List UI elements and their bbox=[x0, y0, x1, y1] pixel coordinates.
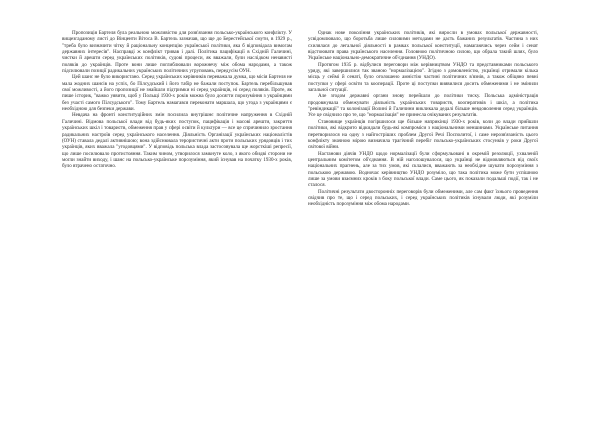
left-column bbox=[62, 30, 292, 408]
paragraph: Настанови діячів УНДО щодо нормалізації були сформульовані в окремій резолюції, ухваленій центральним комітетом об'єднання. В ній наголошувалося, що українці не відмовляються від своїх національних прагнень, але за тих умов, які склалися, вважають за необхідне шукати порозуміння з польською державою. Водночас керівництво УНДО розуміло, що така політика може бути успішною лише за умови взаємних кроків з боку польської влади. Саме цього, як показали подальші події, так і не сталося. bbox=[308, 150, 538, 189]
paragraph: Становище українців погіршилося ще більше наприкінці 1930-х років, коли до влади прийшли політики, які відкрито відкидали будь-які компроміси з національними меншинами. Українське питання перетворилося на одну з найгостріших проблем Другої Речі Посполитої, і саме нерозв'язаність цього конфлікту значною мірою визначила трагічний перебіг польсько-українських стосунків у роки Другої світової війни. bbox=[308, 118, 538, 151]
paragraph: Однак нове покоління українських політиків, які виросли в умовах польської державності, усвідомлювало, що боротьба лише силовими методами не дасть бажаних результатів. Частина з них схилялася до легальної діяльності в рамках польської конституції, намагаючись через сейм і сенат відстоювати права українського населення. Головною політичною силою, що обрала такий шлях, було Українське національно-демократичне об'єднання (УНДО). bbox=[308, 30, 538, 62]
paragraph: Але згодом державні органи знову перейшли до політики тиску. Польська адміністрація продовжувала обмежувати діяльність українських товариств, кооперативів і шкіл, а політика "ревіндикації" та колонізації Волині й Галичини викликала дедалі більше невдоволення серед українців. Усе це свідчило про те, що "нормалізація" не принесла очікуваних результатів. bbox=[308, 93, 538, 119]
paragraph: Цей шанс не було використано. Серед українських керівників переважала думка, що місія Бартеля не мала жодних шансів на успіх, бо Пілсудський і його табір не бажали поступок. Бартель перебільшував свої можливості, а його пропозиції не знайшли підтримки ні серед українців, ні серед поляків. Проте, як пише історик, "важко уявити, щоб у Польщі 1930-х років можна було досягти порозуміння з українцями без участі самого Пілсудського". Тому Бартель намагався переконати маршала, що угода з українцями є необхідною для безпеки держави. bbox=[62, 74, 292, 113]
paragraph: Протягом 1935 р. відбулися переговори між керівництвом УНДО та представниками польського уряду, які завершилися так званою "нормалізацією". Згідно з домовленістю, українці отримали кілька місць у сеймі й сенаті, було оголошено амністію частині політичних в'язнів, а також обіцяно певні поступки у сфері освіти та кооперації. Проте ці поступки виявилися досить обмеженими і не змінили загальної ситуації. bbox=[308, 61, 538, 94]
paragraph: Політичні результати двосторонніх переговорів були обмеженими, але сам факт їхнього проведення свідчив про те, що і серед польських, і серед українських політиків існували люди, які розуміли необхідність порозуміння між обома народами. bbox=[308, 188, 538, 208]
paragraph: Пропозиція Бартеля була реальною можливістю для розв'язання польсько-українського конфлікту. У вищезгаданому листі до Вінценти Вітоса В. Бартель зазначав, що ще до Берестейської смути, в 1929 р., "треба було визначити чітку й раціональну концепцію української політики, яка б відповідала вимогам державних інтересів". Насправді ж конфлікт тривав і далі. Політика пацифікації в Східній Галичині, чистки й арешти серед українських політиків, судові процеси, як вважали, були наслідком ненависті поляків до українців. Проте вони лише поглиблювали ворожнечу між обома народами, а також підсилювали позиції радикальних українських політичних угруповань, передусім ОУН. bbox=[62, 30, 292, 75]
paragraph: Невдача на фронті конституційних змін посилила внутрішнє політичне напруження в Східній Галичині. Відмова польської влади від будь-яких поступок, пацифікація і масові арешти, закриття українських шкіл і товариств, обмеження прав у сфері освіти й культури — все це спричинило зростання радикальних настроїв серед українського населення. Діяльність Організації українських націоналістів (ОУН) ставала дедалі активнішою; вона здійснювала терористичні акти проти польських урядовців і тих українців, яких вважала "угодовцями". У відповідь польська влада застосовувала ще жорсткіші репресії, що лише посилювало протистояння. Таким чином, утворилося замкнуте коло, з якого обидві сторони не могли знайти виходу, і шанс на польсько-українське порозуміння, який існував на початку 1930-х років, було втрачено остаточно. bbox=[62, 112, 292, 170]
right-column bbox=[308, 30, 538, 408]
